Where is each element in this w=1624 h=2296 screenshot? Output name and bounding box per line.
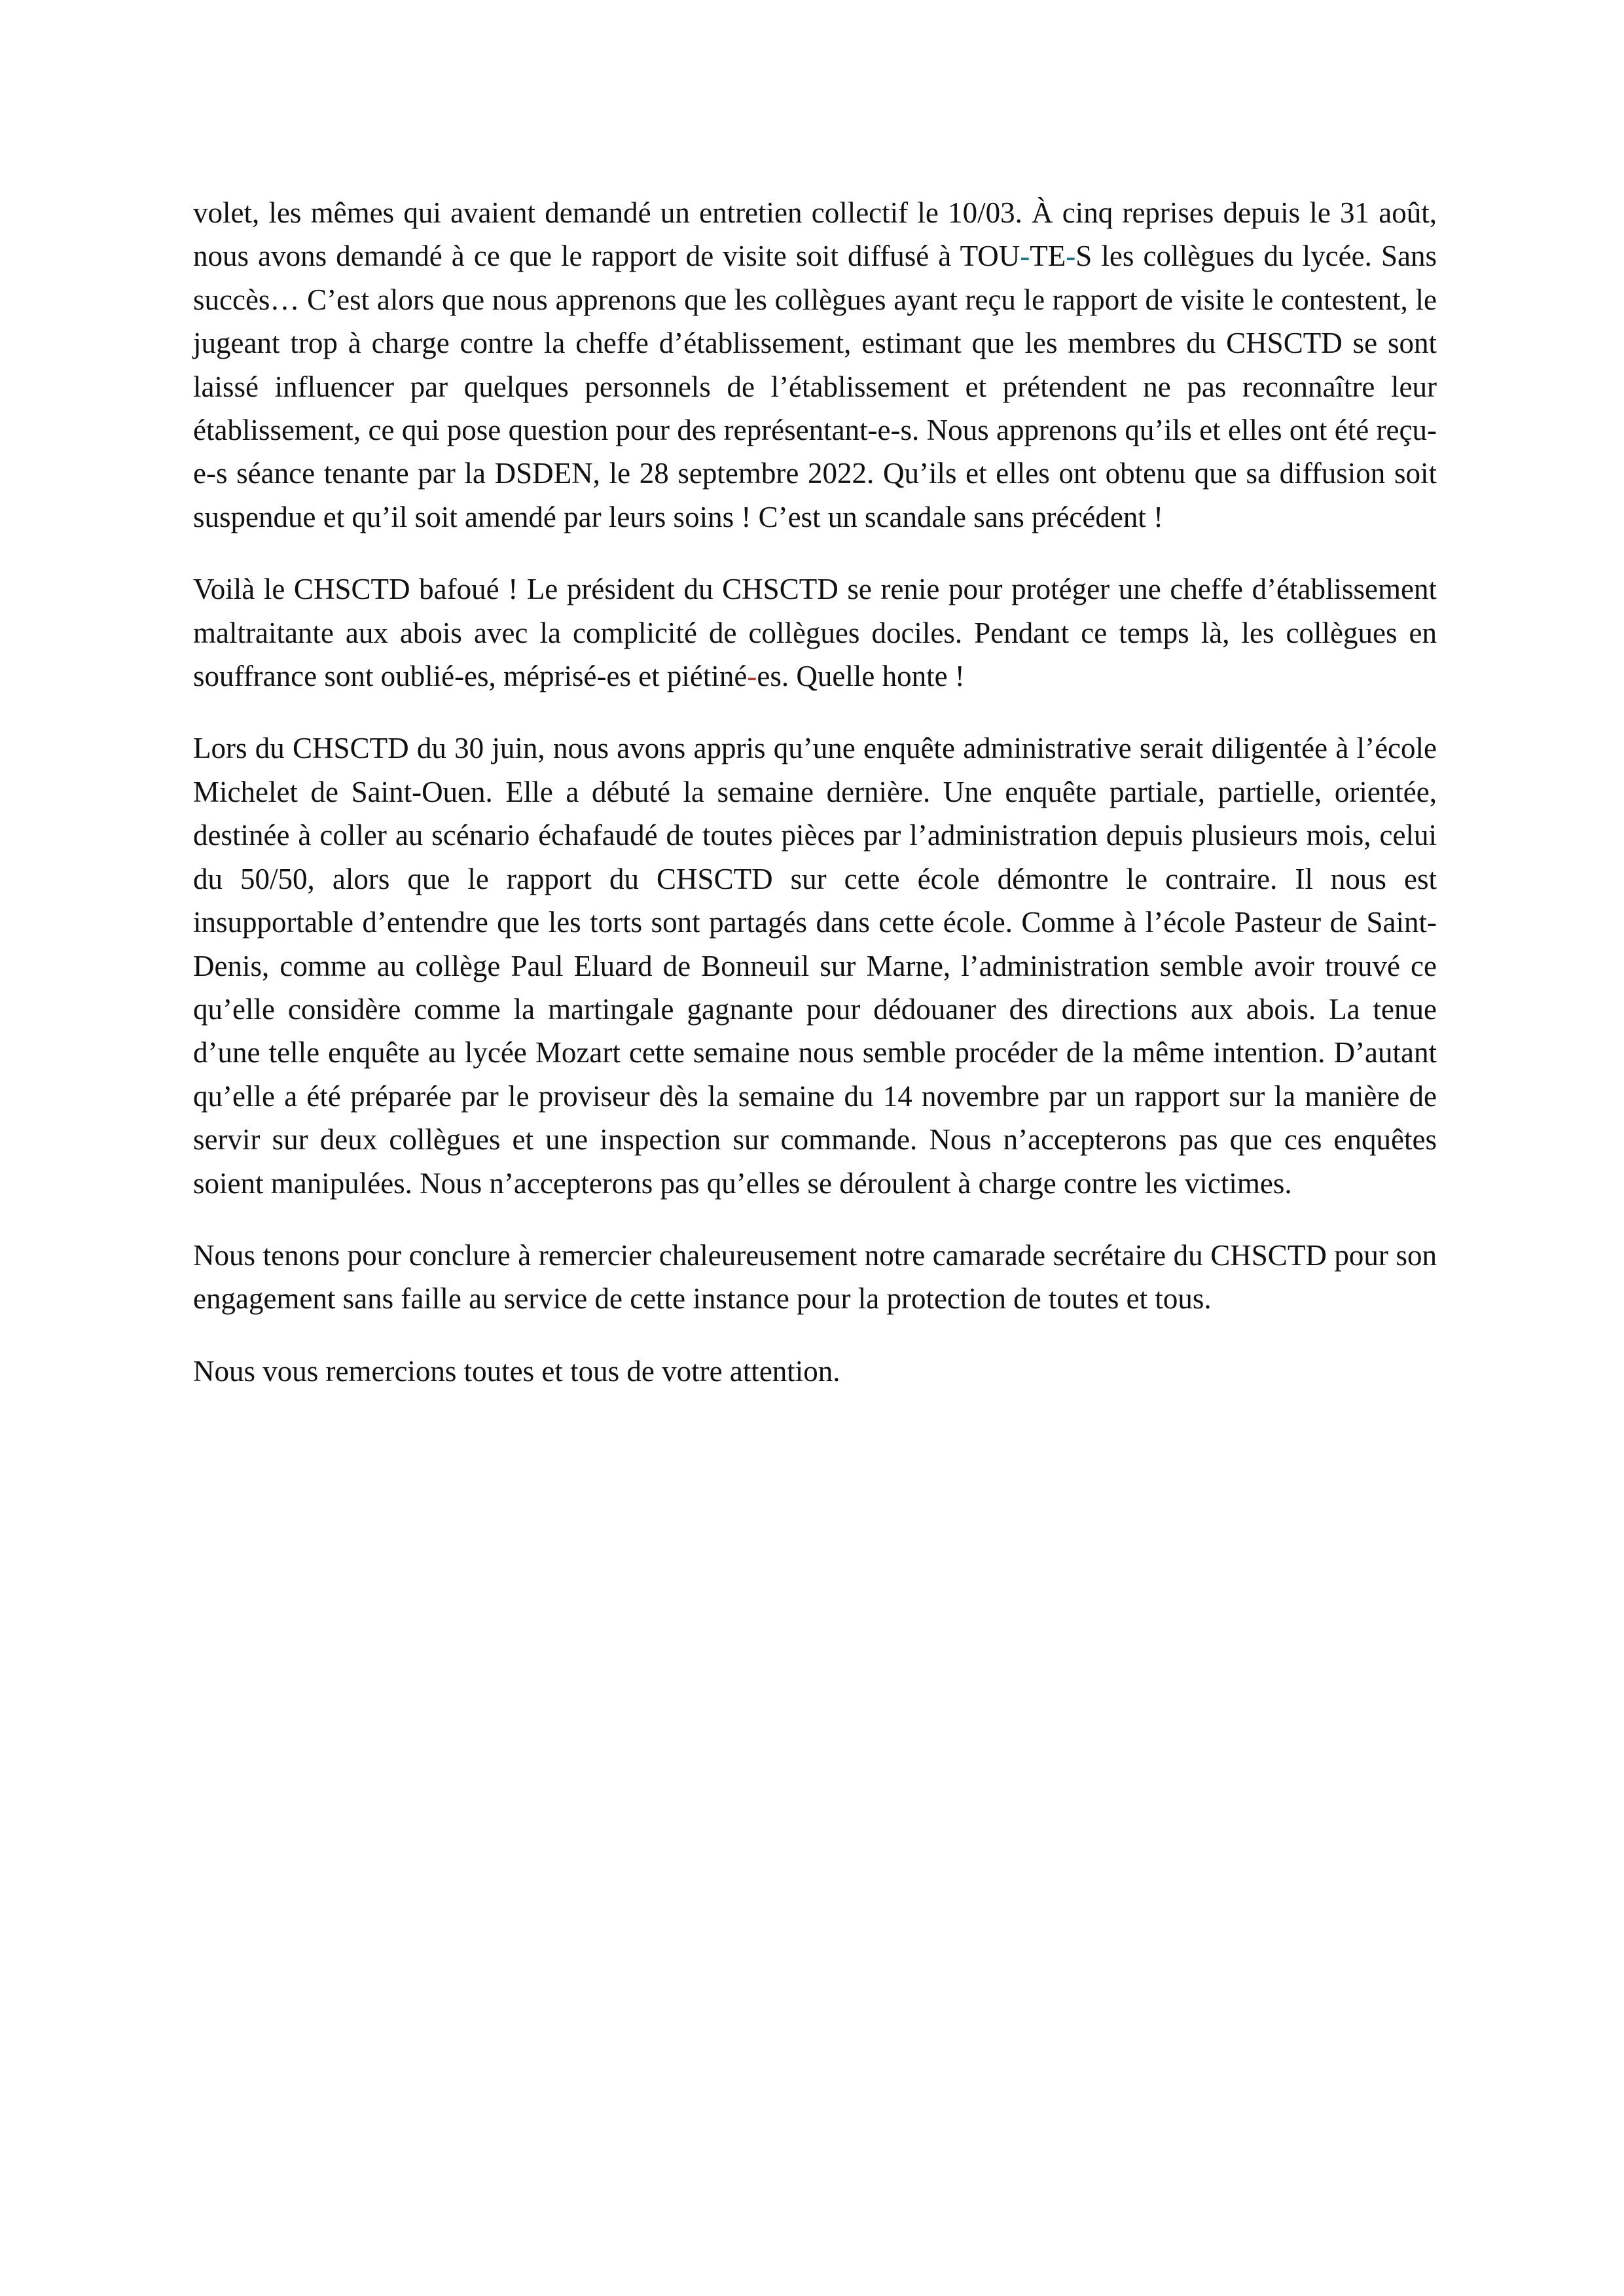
paragraph-rapport-visite	[193, 191, 1437, 539]
text-segment: es. Quelle honte !	[757, 660, 965, 693]
text-segment: S les collègues du lycée. Sans succès… C’est alors que nous apprenons que les collègues ayant reçu le rapport de visite le contestent, le jugeant trop à charge contre la cheffe d’établissement, estimant que les membres du CHSCTD se sont laissé influencer par quelques personnels de l’établissement et prétendent ne pas reconnaître leur établissement, ce qui pose question pour des représentant-e-s. Nous apprenons qu’ils et elles ont été reçu-e-s séance tenante par la DSDEN, le 28 septembre 2022. Qu’ils et elles ont obtenu que sa diffusion soit suspendue et qu’il soit amendé par leurs soins ! C’est un scandale sans précédent !	[193, 240, 1437, 533]
paragraph-enquete-administrative	[193, 726, 1437, 1204]
text-segment: TE	[1030, 240, 1066, 273]
document-body	[193, 191, 1437, 1422]
paragraph-remerciements-secretaire	[193, 1234, 1437, 1321]
text-segment-hyphen: -	[1020, 240, 1030, 273]
text-segment: Nous tenons pour conclure à remercier chaleureusement notre camarade secrétaire du CHSCTD pour son engagement sans faille au service de cette instance pour la protection de toutes et tous.	[193, 1238, 1437, 1316]
paragraph-conclusion	[193, 1350, 1437, 1393]
text-segment: Voilà le CHSCTD bafoué ! Le président du CHSCTD se renie pour protéger une cheffe d’établissement maltraitante aux abois avec la complicité de collègues dociles. Pendant ce temps là, les collègues en souffrance sont oublié-es, méprisé-es et piétiné	[193, 573, 1437, 693]
text-segment: Nous vous remercions toutes et tous de votre attention.	[193, 1354, 840, 1388]
paragraph-chsctd-bafoue	[193, 567, 1437, 698]
text-segment-hyphen: -	[747, 660, 757, 693]
text-segment: Lors du CHSCTD du 30 juin, nous avons appris qu’une enquête administrative serait diligentée à l’école Michelet de Saint-Ouen. Elle a débuté la semaine dernière. Une enquête partiale, partielle, orientée, destinée à coller au scénario échafaudé de toutes pièces par l’administration depuis plusieurs mois, celui du 50/50, alors que le rapport du CHSCTD sur cette école démontre le contraire. Il nous est insupportable d’entendre que les torts sont partagés dans cette école. Comme à l’école Pasteur de Saint-Denis, comme au collège Paul Eluard de Bonneuil sur Marne, l’administration semble avoir trouvé ce qu’elle considère comme la martingale gagnante pour dédouaner des directions aux abois. La tenue d’une telle enquête au lycée Mozart cette semaine nous semble procéder de la même intention. D’autant qu’elle a été préparée par le proviseur dès la semaine du 14 novembre par un rapport sur la manière de servir sur deux collègues et une inspection sur commande. Nous n’accepterons pas que ces enquêtes soient manipulées. Nous n’accepterons pas qu’elles se déroulent à charge contre les victimes.	[193, 732, 1437, 1200]
text-segment-hyphen: -	[1066, 240, 1076, 273]
text-segment: volet, les mêmes qui avaient demandé un entretien collectif le 10/03. À cinq reprises depuis le 31 août, nous avons demandé à ce que le rapport de visite soit diffusé à TOU	[193, 196, 1437, 273]
